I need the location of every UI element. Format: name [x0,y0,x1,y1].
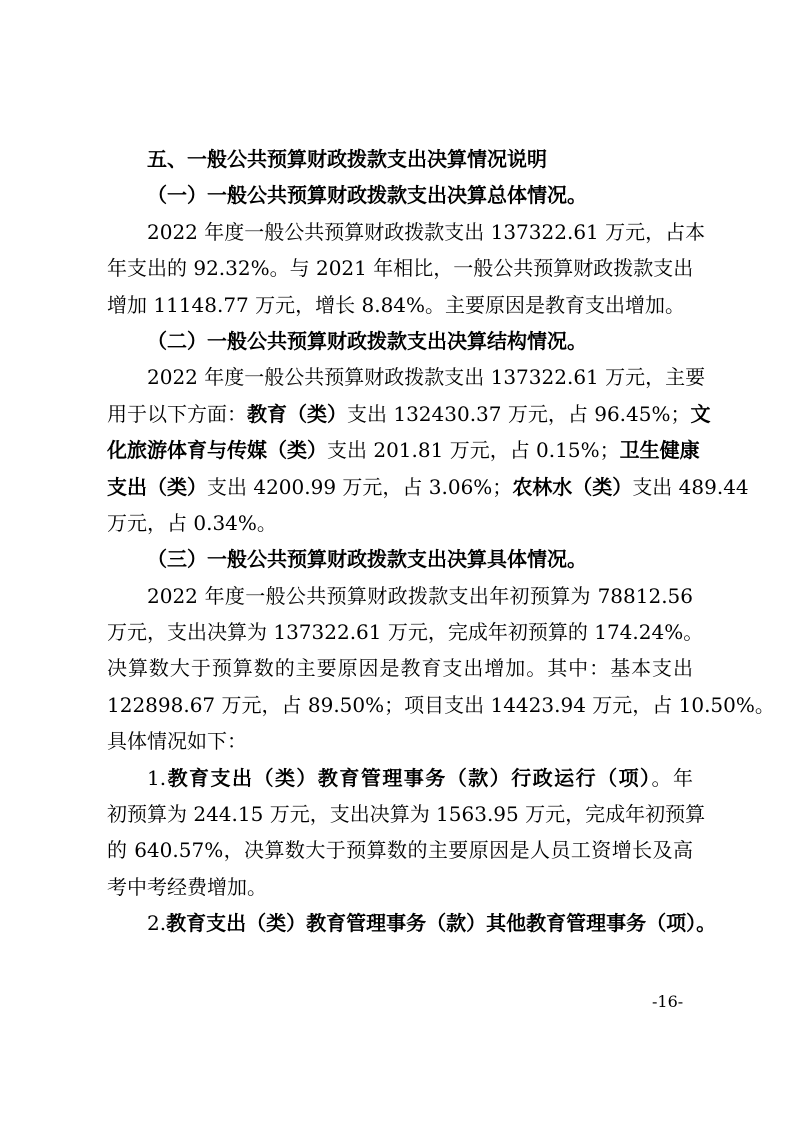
paragraph-line: 的 640.57%，决算数大于预算数的主要原因是人员工资增长及高 [107,838,693,863]
paragraph-line: 2022 年度一般公共预算财政拨款支出年初预算为 78812.56 [147,583,693,608]
paragraph-line: 初预算为 244.15 万元，支出决算为 1563.95 万元，完成年初预算 [107,802,706,827]
paragraph-line: 万元，占 0.34%。 [107,510,277,535]
item-title: 教育支出（类）教育管理事务（款）其他教育管理事务（项）。 [166,911,717,936]
paragraph-line: 万元，支出决算为 137322.61 万元，完成年初预算的 174.24%。 [107,620,704,645]
text-run: 支出 489.44 [632,474,749,499]
paragraph-line: 2022 年度一般公共预算财政拨款支出 137322.61 万元，占本 [147,219,706,244]
paragraph-line: 增加 11148.77 万元，增长 8.84%。主要原因是教育支出增加。 [107,292,686,317]
subsection-heading-2: （二）一般公共预算财政拨款支出决算结构情况。 [147,328,587,353]
text-run: 用于以下方面： [107,401,247,426]
bold-category: 化旅游体育与传媒（类） [107,438,327,463]
bold-category: 农林水（类） [512,474,633,499]
item-1-line [107,760,693,796]
subsection-heading-1: （一）一般公共预算财政拨款支出决算总体情况。 [147,183,587,208]
item-title: 教育支出（类）教育管理事务（款）行政运行（项） [166,765,652,790]
paragraph-line [107,396,711,432]
bold-category: 支出（类） [107,474,207,499]
paragraph-line: 2022 年度一般公共预算财政拨款支出 137322.61 万元，主要 [147,365,706,390]
paragraph-line: 年支出的 92.32%。与 2021 年相比，一般公共预算财政拨款支出 [107,256,694,281]
text-run: 支出 4200.99 万元，占 3.06%； [207,474,513,499]
subsection-heading-3: （三）一般公共预算财政拨款支出决算具体情况。 [147,547,587,572]
item-number: 2. [147,911,167,936]
paragraph-line: 考中考经费增加。 [107,874,267,899]
text-run: 支出 132430.37 万元，占 96.45%； [347,401,691,426]
section-heading: 五、一般公共预算财政拨款支出决算情况说明 [147,147,547,171]
text-run: 支出 201.81 万元，占 0.15%； [327,438,620,463]
paragraph-line: 122898.67 万元，占 89.50%；项目支出 14423.94 万元，占 10.50%。 [107,692,775,717]
bold-category: 文 [690,401,711,426]
text-run: 。年 [651,765,694,790]
paragraph-line [107,432,700,468]
document-body [107,141,775,942]
item-2-line [107,905,717,941]
bold-category: 教育（类） [247,401,347,426]
paragraph-line: 决算数大于预算数的主要原因是教育支出增加。其中：基本支出 [107,656,693,681]
paragraph-line [107,469,749,505]
item-number: 1. [147,765,167,790]
page-number: -16- [652,992,684,1011]
paragraph-line: 具体情况如下： [107,729,247,754]
bold-category: 卫生健康 [619,438,700,463]
